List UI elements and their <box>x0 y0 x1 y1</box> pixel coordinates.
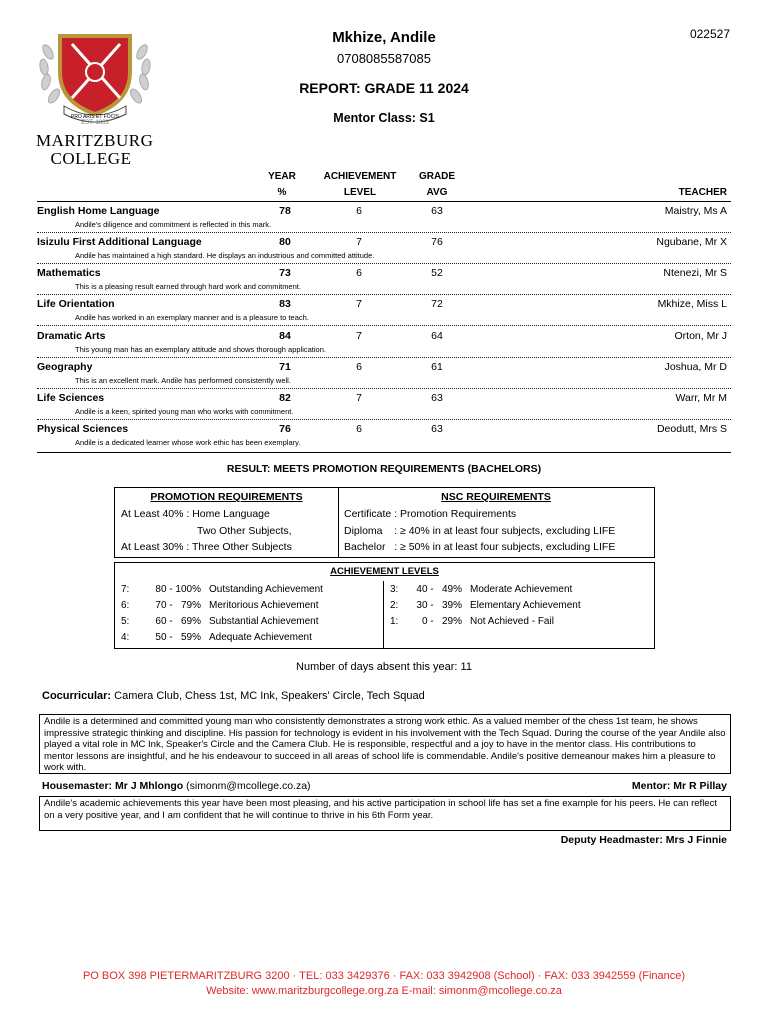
subject-grade-avg: 52 <box>431 267 443 279</box>
subject-percent: 83 <box>279 298 291 310</box>
crest-est: EST. 1863 <box>81 120 109 126</box>
cocurricular <box>42 690 425 702</box>
cocurricular-value: Camera Club, Chess 1st, MC Ink, Speakers' Circle, Tech Squad <box>114 690 425 702</box>
subject-grade-avg: 61 <box>431 361 443 373</box>
nsc-title: NSC REQUIREMENTS <box>441 491 551 503</box>
subject-level: 7 <box>356 298 362 310</box>
subject-name: Dramatic Arts <box>37 330 106 342</box>
subject-teacher: Mkhize, Miss L <box>657 298 727 310</box>
row-divider <box>37 325 731 326</box>
subject-name: Life Sciences <box>37 392 105 404</box>
subject-percent: 82 <box>279 392 291 404</box>
col-ach-top: ACHIEVEMENT <box>323 171 397 182</box>
subject-teacher: Ngubane, Mr X <box>656 236 727 248</box>
table-bottom-rule <box>37 452 731 453</box>
nsc-line3: Bachelor : ≥ 50% in at least four subjects, excluding LIFE <box>344 541 616 553</box>
subject-percent: 80 <box>279 236 291 248</box>
col-grade-top: GRADE <box>418 171 456 182</box>
housemaster-label: Housemaster: Mr J Mhlongo <box>42 780 184 792</box>
subject-percent: 76 <box>279 423 291 435</box>
subject-level: 7 <box>356 236 362 248</box>
housemaster <box>42 780 311 792</box>
levels-divider <box>383 581 384 648</box>
subject-percent: 73 <box>279 267 291 279</box>
subject-grade-avg: 63 <box>431 423 443 435</box>
subject-level: 6 <box>356 423 362 435</box>
level-row: 3: 40 - 49% Moderate Achievement <box>390 584 573 595</box>
subject-row <box>37 358 731 389</box>
subject-teacher: Deodutt, Mrs S <box>656 423 727 435</box>
result-statement: RESULT: MEETS PROMOTION REQUIREMENTS (BACHELORS) <box>226 463 542 475</box>
subject-teacher: Maistry, Ms A <box>664 205 727 217</box>
subject-comment: Andile is a keen, spirited young man who works with commitment. <box>75 407 294 416</box>
subject-percent: 71 <box>279 361 291 373</box>
subject-grade-avg: 76 <box>431 236 443 248</box>
subject-level: 7 <box>356 392 362 404</box>
subject-name: Geography <box>37 361 93 373</box>
subject-grade-avg: 63 <box>431 392 443 404</box>
subject-teacher: Joshua, Mr D <box>664 361 727 373</box>
subject-row <box>37 233 731 264</box>
subject-row <box>37 202 731 233</box>
school-name-line2: COLLEGE <box>50 149 132 168</box>
footer-contact: Website: www.maritzburgcollege.org.za E-mail: simonm@mcollege.co.za <box>206 985 562 997</box>
report-title: REPORT: GRADE 11 2024 <box>299 80 469 96</box>
subject-grade-avg: 63 <box>431 205 443 217</box>
level-row: 7: 80 - 100% Outstanding Achievement <box>121 584 323 595</box>
achievement-levels-box <box>114 562 655 649</box>
subject-name: English Home Language <box>37 205 160 217</box>
subject-teacher: Ntenezi, Mr S <box>663 267 727 279</box>
level-row: 5: 60 - 69% Substantial Achievement <box>121 616 319 627</box>
housemaster-comment: Andile is a determined and committed young man who consistently demonstrates a strong work ethic. As a valued member of the chess 1st team, he shows impressive strategic thinking and discipline. His passion for technology is evident in his involvement with the Tech Squad. During the course of the year Andile also played a vital role in MC Ink, Speaker's Circle and the Camera Club. He is responsible, respectful and a joy to have in the mentor class. His contributions to mentor lessons are insightful, and he his endeavour to succeed in all areas of school life is commendable. Andile's positive demeanour makes him a pleasure to work with. <box>39 714 731 774</box>
mentor-signoff: Mentor: Mr R Pillay <box>631 780 727 792</box>
crest-motto: PRO ARIS ET FOCIS <box>71 114 119 120</box>
school-name-line1: MARITZBURG <box>36 131 154 150</box>
days-absent: Number of days absent this year: 11 <box>296 661 472 673</box>
col-year-bottom: % <box>277 187 287 198</box>
subject-comment: Andile's diligence and commitment is reflected in this mark. <box>75 220 272 229</box>
subject-teacher: Warr, Mr M <box>675 392 727 404</box>
col-year-top: YEAR <box>268 171 296 182</box>
subject-level: 6 <box>356 267 362 279</box>
subject-comment: This is a pleasing result earned through hard work and commitment. <box>75 282 301 291</box>
housemaster-email: (simonm@mcollege.co.za) <box>186 780 311 792</box>
promotion-title: PROMOTION REQUIREMENTS <box>150 491 303 503</box>
subject-name: Life Orientation <box>37 298 115 310</box>
subject-row <box>37 264 731 295</box>
col-ach-bottom: LEVEL <box>343 187 377 198</box>
subject-comment: This young man has an exemplary attitude and shows thorough application. <box>75 345 326 354</box>
col-teacher: TEACHER <box>678 187 727 198</box>
subject-comment: Andile has worked in an exemplary manner and is a pleasure to teach. <box>75 313 309 322</box>
col-grade-bottom: AVG <box>426 187 448 198</box>
level-row: 4: 50 - 59% Adequate Achievement <box>121 632 312 643</box>
subject-comment: Andile is a dedicated learner whose work ethic has been exemplary. <box>75 438 301 447</box>
subject-percent: 84 <box>279 330 291 342</box>
subject-name: Isizulu First Additional Language <box>37 236 202 248</box>
subject-grade-avg: 72 <box>431 298 443 310</box>
student-name: Mkhize, Andile <box>332 29 436 46</box>
subject-name: Mathematics <box>37 267 101 279</box>
mentor-class: Mentor Class: S1 <box>333 111 435 125</box>
student-id: 0708085587085 <box>337 51 431 66</box>
requirements-box <box>114 487 655 558</box>
promotion-line1: At Least 40% : Home Language <box>121 508 270 520</box>
subject-level: 7 <box>356 330 362 342</box>
levels-title: ACHIEVEMENT LEVELS <box>330 566 439 577</box>
promotion-line3: At Least 30% : Three Other Subjects <box>121 541 292 553</box>
promotion-line2: Two Other Subjects, <box>197 525 292 537</box>
level-row: 6: 70 - 79% Meritorious Achievement <box>121 600 319 611</box>
deputy-comment: Andile's academic achievements this year have been most pleasing, and his active participation in school life has set a fine example for his peers. He can reflect on a very positive year, and I am confident that he will continue to thrive in his 6th Form year. <box>39 796 731 831</box>
document-number: 022527 <box>689 27 730 41</box>
level-row: 1: 0 - 29% Not Achieved - Fail <box>390 616 554 627</box>
subject-comment: Andile has maintained a high standard. He displays an industrious and committed attitude. <box>75 251 375 260</box>
subject-level: 6 <box>356 361 362 373</box>
subject-level: 6 <box>356 205 362 217</box>
subject-comment: This is an excellent mark. Andile has performed consistently well. <box>75 376 291 385</box>
subject-teacher: Orton, Mr J <box>674 330 727 342</box>
subject-name: Physical Sciences <box>37 423 129 435</box>
subject-percent: 78 <box>279 205 291 217</box>
cocurricular-label: Cocurricular: <box>42 690 112 702</box>
subject-row <box>37 295 731 326</box>
nsc-line1: Certificate : Promotion Requirements <box>344 508 517 520</box>
deputy-signoff: Deputy Headmaster: Mrs J Finnie <box>560 834 727 846</box>
nsc-line2: Diploma : ≥ 40% in at least four subjects, excluding LIFE <box>344 525 616 537</box>
subject-row <box>37 327 731 358</box>
subject-row <box>37 420 731 451</box>
subject-grade-avg: 64 <box>431 330 443 342</box>
subject-row <box>37 389 731 420</box>
footer-address: PO BOX 398 PIETERMARITZBURG 3200 · TEL: 033 3429376 · FAX: 033 3942908 (School) · FAX: 033 3942559 (Finance) <box>82 970 686 982</box>
level-row: 2: 30 - 39% Elementary Achievement <box>390 600 581 611</box>
